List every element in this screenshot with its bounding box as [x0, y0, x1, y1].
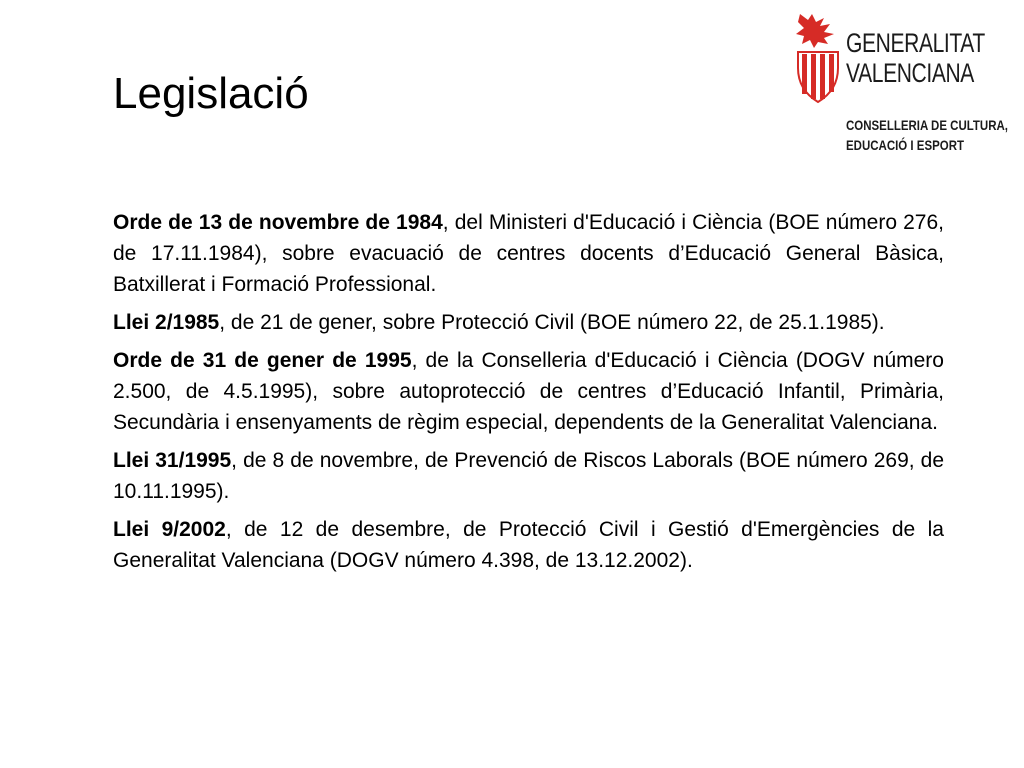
legislation-entry: [113, 307, 944, 338]
legislation-entry: [113, 345, 944, 438]
logo-text-line2: VALENCIANA: [846, 58, 974, 88]
legislation-entry: [113, 514, 944, 576]
department-line2: EDUCACIÓ I ESPORT: [846, 137, 965, 153]
legislation-entry: [113, 207, 944, 300]
legislation-entry: [113, 445, 944, 507]
legislation-title: Llei 9/2002: [113, 518, 226, 541]
bat-crest-icon: [794, 10, 844, 105]
legislation-description: , de 8 de novembre, de Prevenció de Riscos Laborals (BOE número 269, de 10.11.1995).: [113, 449, 945, 503]
legislation-title: Orde de 31 de gener de 1995: [113, 349, 412, 372]
legislation-title: Llei 2/1985: [113, 311, 220, 334]
generalitat-logo: [794, 10, 1016, 160]
legislation-description: , de la Conselleria d'Educació i Ciència (DOGV número 2.500, de 4.5.1995), sobre autoprotecció de centres d’Educació Infantil, Primària, Secundària i ensenyaments de règim especial, dependents de la Generalitat Valenciana.: [113, 349, 944, 434]
legislation-title: Orde de 13 de novembre de 1984: [113, 211, 443, 234]
slide-title: Legislació: [113, 69, 309, 118]
legislation-description: , de 21 de gener, sobre Protecció Civil (BOE número 22, de 25.1.1985).: [219, 311, 885, 334]
legislation-title: Llei 31/1995: [113, 449, 232, 472]
legislation-description: , del Ministeri d'Educació i Ciència (BOE número 276, de 17.11.1984), sobre evacuació de centres docents d’Educació General Bàsica, Batxillerat i Formació Professional.: [113, 211, 945, 296]
legislation-description: , de 12 de desembre, de Protecció Civil i Gestió d'Emergències de la Generalitat Valenciana (DOGV número 4.398, de 13.12.2002).: [113, 518, 944, 572]
legislation-list: [113, 207, 944, 583]
department-line1: CONSELLERIA DE CULTURA,: [846, 117, 1009, 133]
logo-text-line1: GENERALITAT: [846, 28, 985, 58]
